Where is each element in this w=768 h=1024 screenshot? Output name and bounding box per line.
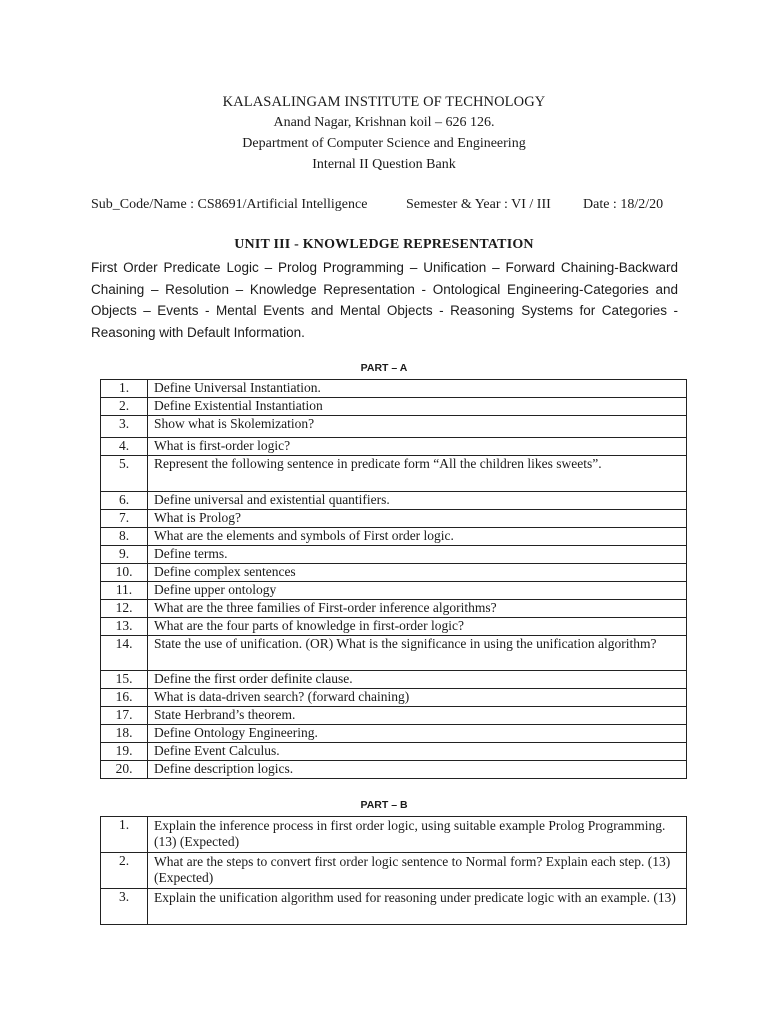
question-number: 13. [101, 618, 148, 636]
question-text: Represent the following sentence in predicate form “All the children likes sweets”. [148, 456, 687, 492]
question-text: What is first-order logic? [148, 438, 687, 456]
unit-title: UNIT III - KNOWLEDGE REPRESENTATION [234, 237, 534, 252]
question-text: Define description logics. [148, 761, 687, 779]
question-text: Explain the inference process in first order logic, using suitable example Prolog Programming.(13) (Expected) [148, 817, 687, 853]
part-b-heading: PART – B [360, 799, 408, 811]
question-number: 20. [101, 761, 148, 779]
question-number: 8. [101, 528, 148, 546]
question-row [101, 761, 687, 779]
question-number: 7. [101, 510, 148, 528]
question-row [101, 707, 687, 725]
question-row [101, 689, 687, 707]
question-row [101, 889, 687, 925]
part-b-table [100, 816, 687, 925]
question-text: Define Event Calculus. [148, 743, 687, 761]
question-text: What is Prolog? [148, 510, 687, 528]
question-number: 18. [101, 725, 148, 743]
question-number: 10. [101, 564, 148, 582]
question-number: 1. [101, 817, 148, 853]
subject-code-name: Sub_Code/Name : CS8691/Artificial Intelligence [91, 197, 368, 212]
question-row [101, 510, 687, 528]
question-row [101, 618, 687, 636]
question-text: What are the four parts of knowledge in first-order logic? [148, 618, 687, 636]
question-text: Define upper ontology [148, 582, 687, 600]
question-row [101, 528, 687, 546]
question-number: 4. [101, 438, 148, 456]
question-number: 19. [101, 743, 148, 761]
question-text: Show what is Skolemization? [148, 416, 687, 438]
question-text: Define the first order definite clause. [148, 671, 687, 689]
question-number: 14. [101, 636, 148, 671]
question-row [101, 671, 687, 689]
question-text: What are the three families of First-order inference algorithms? [148, 600, 687, 618]
unit-topics: First Order Predicate Logic – Prolog Programming – Unification – Forward Chaining-Backward Chaining – Resolution – Knowledge Representation - Ontological Engineering-Categories and Objects – Events - Mental Events and Mental Objects - Reasoning Systems for Categories - Reasoning with Default Information. [91, 260, 678, 340]
question-row [101, 380, 687, 398]
question-number: 11. [101, 582, 148, 600]
question-text: Define complex sentences [148, 564, 687, 582]
question-number: 16. [101, 689, 148, 707]
part-a-table [100, 379, 687, 779]
question-row [101, 817, 687, 853]
question-row [101, 438, 687, 456]
question-row [101, 416, 687, 438]
question-text: Define terms. [148, 546, 687, 564]
question-text: State the use of unification. (OR) What is the significance in using the unification algorithm? [148, 636, 687, 671]
semester-year: Semester & Year : VI / III [406, 197, 551, 212]
question-number: 6. [101, 492, 148, 510]
question-text: State Herbrand’s theorem. [148, 707, 687, 725]
question-text: What is data-driven search? (forward chaining) [148, 689, 687, 707]
question-bank-title: Internal II Question Bank [312, 157, 456, 172]
question-row [101, 725, 687, 743]
question-text: Explain the unification algorithm used for reasoning under predicate logic with an example. (13) [148, 889, 687, 925]
question-row [101, 582, 687, 600]
question-text: Define Universal Instantiation. [148, 380, 687, 398]
question-row [101, 600, 687, 618]
question-row [101, 636, 687, 671]
question-number: 5. [101, 456, 148, 492]
question-number: 3. [101, 889, 148, 925]
question-text: What are the steps to convert first order logic sentence to Normal form? Explain each step. (13) (Expected) [148, 853, 687, 889]
question-row [101, 456, 687, 492]
question-number: 1. [101, 380, 148, 398]
institute-address: Anand Nagar, Krishnan koil – 626 126. [273, 115, 495, 130]
question-number: 3. [101, 416, 148, 438]
department-name: Department of Computer Science and Engineering [242, 136, 526, 151]
question-text: Define Ontology Engineering. [148, 725, 687, 743]
question-row [101, 743, 687, 761]
question-text: Define Existential Instantiation [148, 398, 687, 416]
question-number: 12. [101, 600, 148, 618]
question-number: 9. [101, 546, 148, 564]
question-number: 2. [101, 398, 148, 416]
question-number: 2. [101, 853, 148, 889]
question-row [101, 564, 687, 582]
question-number: 15. [101, 671, 148, 689]
question-text: What are the elements and symbols of First order logic. [148, 528, 687, 546]
part-a-heading: PART – A [360, 362, 408, 374]
question-row [101, 546, 687, 564]
question-number: 17. [101, 707, 148, 725]
question-row [101, 398, 687, 416]
question-text: Define universal and existential quantifiers. [148, 492, 687, 510]
question-row [101, 853, 687, 889]
exam-date: Date : 18/2/20 [583, 197, 664, 212]
question-row [101, 492, 687, 510]
institute-name: KALASALINGAM INSTITUTE OF TECHNOLOGY [222, 94, 546, 110]
